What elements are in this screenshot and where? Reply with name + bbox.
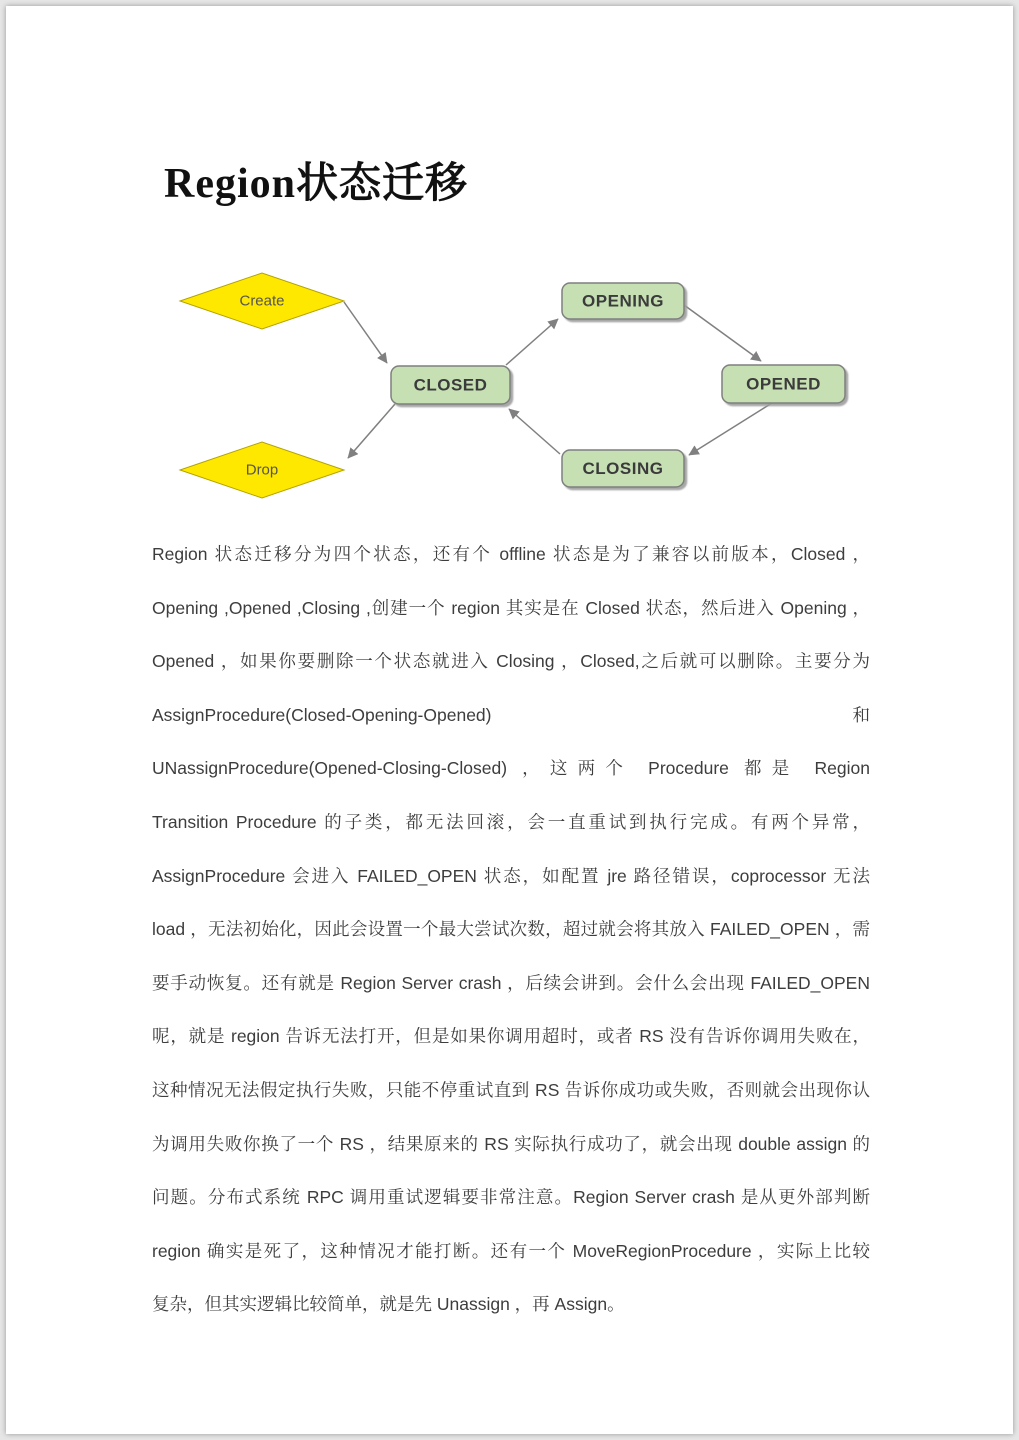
arrow-closed-to-opening bbox=[506, 319, 558, 365]
text-line: load ，无法初始化，因此会设置一个最大尝试次数，超过就会将其放入 FAILED_OPEN ，需 bbox=[152, 919, 870, 940]
text-line: 这种情况无法假定执行失败，只能不停重试直到 RS 告诉你成功或失败，否则就会出现你认 bbox=[152, 1079, 870, 1100]
closed-label: CLOSED bbox=[413, 375, 488, 395]
text-line: 为调用失败你换了一个 RS ，结果原来的 RS 实际执行成功了，就会出现 double assign 的 bbox=[152, 1133, 870, 1154]
text-line: 复杂，但其实逻辑比较简单，就是先 Unassign ，再 Assign。 bbox=[152, 1294, 625, 1315]
text-line: Opened ，如果你要删除一个状态就进入 Closing ，Closed,之后就可以删除。主要分为 bbox=[152, 651, 870, 672]
text-line: UNassignProcedure(Opened-Closing-Closed) ，这两个 Procedure 都是 Region bbox=[152, 758, 870, 779]
text-line: 问题。分布式系统 RPC 调用重试逻辑要非常注意。Region Server crash 是从更外部判断 bbox=[152, 1187, 870, 1208]
text-line: 呢，就是 region 告诉无法打开，但是如果你调用超时，或者 RS 没有告诉你调用失败在， bbox=[152, 1026, 870, 1047]
document-page bbox=[6, 6, 1013, 1434]
state-diagram bbox=[166, 258, 866, 510]
opening-label: OPENING bbox=[582, 291, 664, 311]
text-line: region 确实是死了，这种情况才能打断。还有一个 MoveRegionProcedure ，实际上比较 bbox=[152, 1240, 870, 1261]
drop-label: Drop bbox=[245, 461, 279, 479]
create-label: Create bbox=[239, 292, 285, 310]
text-line: AssignProcedure(Closed-Opening-Opened) 和 bbox=[152, 704, 870, 725]
arrow-closed-to-drop bbox=[348, 404, 395, 458]
text-line: Transition Procedure 的子类，都无法回滚，会一直重试到执行完成。有两个异常， bbox=[152, 811, 870, 832]
text-line: 要手动恢复。还有就是 Region Server crash ，后续会讲到。会什么会出现 FAILED_OPEN bbox=[152, 972, 870, 993]
body-paragraph bbox=[152, 528, 870, 1332]
arrow-closing-to-closed bbox=[509, 409, 560, 454]
arrow-opening-to-opened bbox=[684, 305, 761, 361]
arrow-create-to-closed bbox=[344, 302, 387, 363]
opened-label: OPENED bbox=[746, 374, 821, 394]
text-line: Region 状态迁移分为四个状态，还有个 offline 状态是为了兼容以前版本，Closed ， bbox=[152, 544, 870, 564]
text-line: AssignProcedure 会进入 FAILED_OPEN 状态，如配置 jre 路径错误，coprocessor 无法 bbox=[152, 865, 870, 886]
arrow-opened-to-closing bbox=[689, 403, 772, 455]
closing-label: CLOSING bbox=[582, 459, 664, 478]
text-line: Opening ,Opened ,Closing ,创建一个 region 其实是在 Closed 状态，然后进入 Opening ， bbox=[152, 597, 870, 618]
page-title: Region状态迁移 bbox=[164, 161, 469, 208]
